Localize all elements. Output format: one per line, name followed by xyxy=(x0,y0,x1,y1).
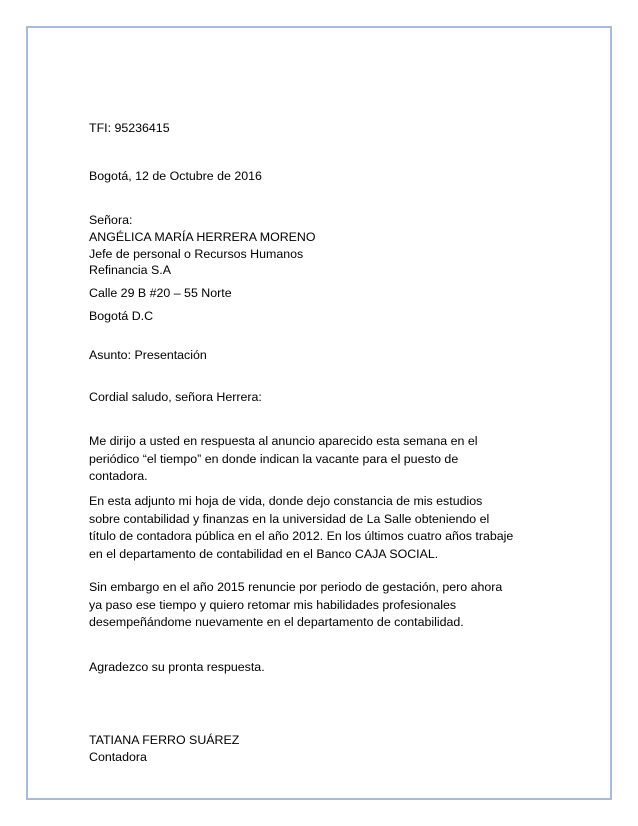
recipient-name: ANGÉLICA MARÍA HERRERA MORENO xyxy=(89,230,316,244)
paragraph-line: ya paso ese tiempo y quiero retomar mis habilidades profesionales xyxy=(89,597,457,612)
signature-title: Contadora xyxy=(89,750,147,764)
greeting-line: Cordial saludo, señora Herrera: xyxy=(89,390,262,404)
signature-name: TATIANA FERRO SUÁREZ xyxy=(89,733,240,747)
recipient-address: Calle 29 B #20 – 55 Norte xyxy=(89,286,232,300)
recipient-company: Refinancia S.A xyxy=(89,263,171,277)
body-paragraph-1 xyxy=(89,433,519,486)
phone-line: TFI: 95236415 xyxy=(89,121,170,135)
paragraph-line: Sin embargo en el año 2015 renuncie por periodo de gestación, pero ahora xyxy=(89,580,503,594)
paragraph-line: periódico “el tiempo” en donde indican la vacante para el puesto de xyxy=(89,451,459,466)
recipient-city: Bogotá D.C xyxy=(89,309,154,323)
paragraph-line: título de contadora pública en el año 2012. En los últimos cuatro años trabaje xyxy=(89,529,514,543)
paragraph-line: sobre contabilidad y finanzas en la universidad de La Salle obteniendo el xyxy=(89,511,490,526)
paragraph-line: En esta adjunto mi hoja de vida, donde dejo constancia de mis estudios xyxy=(89,494,483,508)
paragraph-line: en el departamento de contabilidad en el Banco CAJA SOCIAL. xyxy=(89,546,439,561)
closing-line: Agradezco su pronta respuesta. xyxy=(89,660,265,674)
paragraph-line: desempeñándome nuevamente en el departamento de contabilidad. xyxy=(89,615,464,629)
date-line: Bogotá, 12 de Octubre de 2016 xyxy=(89,169,262,183)
recipient-salutation-title: Señora: xyxy=(89,213,133,227)
subject-line: Asunto: Presentación xyxy=(89,348,207,362)
paragraph-line: contadora. xyxy=(89,469,148,483)
recipient-position: Jefe de personal o Recursos Humanos xyxy=(89,247,304,261)
paragraph-line: Me dirijo a usted en respuesta al anuncio aparecido esta semana en el xyxy=(89,434,478,448)
body-paragraph-3 xyxy=(89,579,519,632)
body-paragraph-2 xyxy=(89,493,519,563)
